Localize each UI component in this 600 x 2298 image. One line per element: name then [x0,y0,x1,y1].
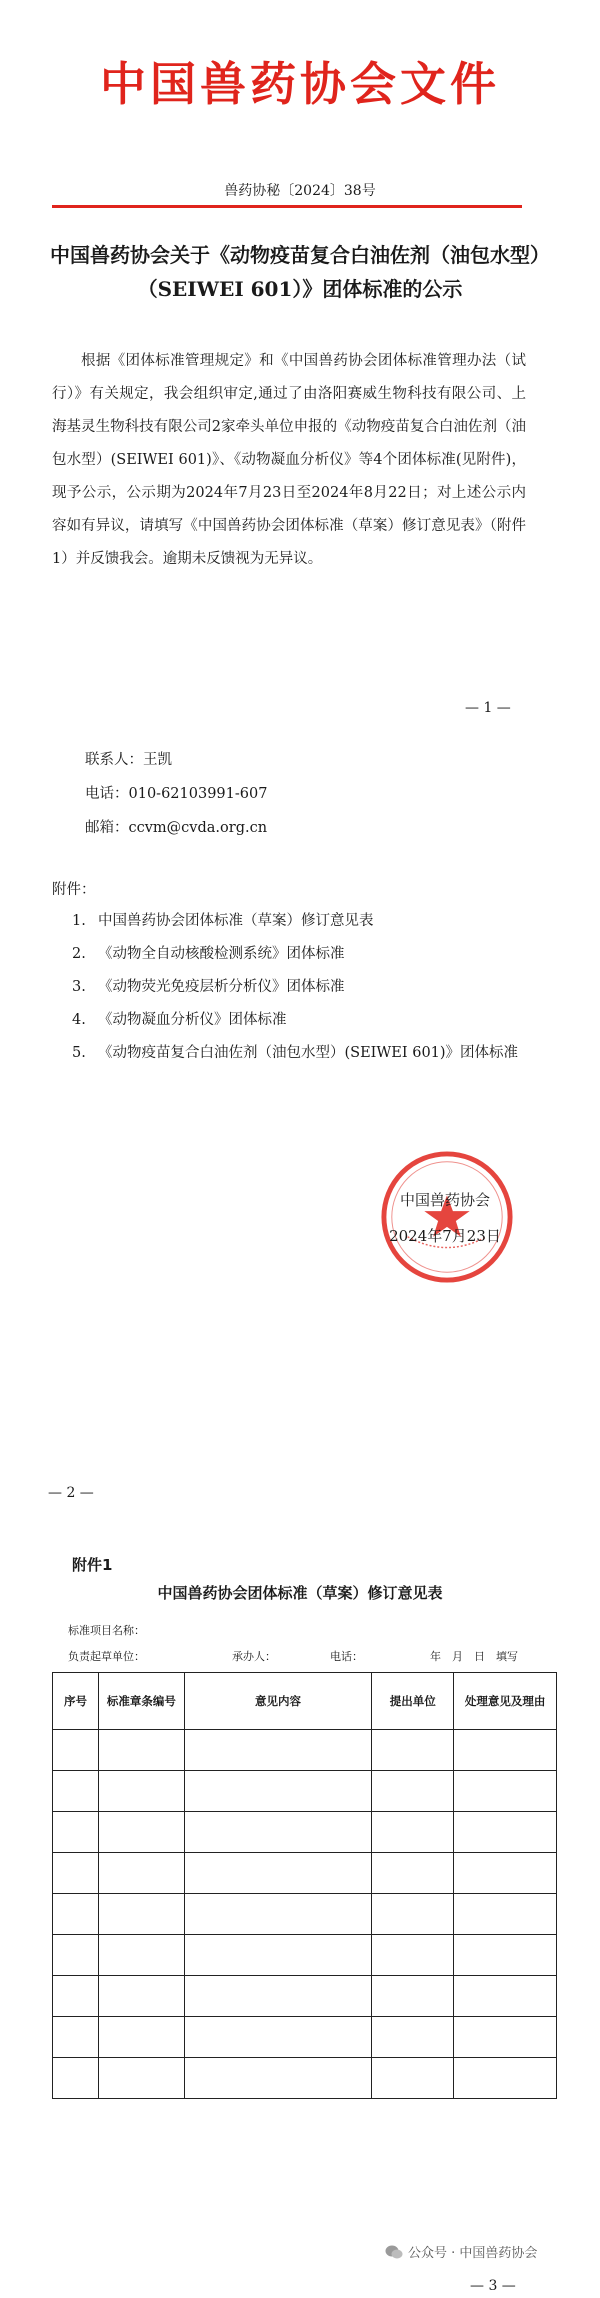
notice-body: 根据《团体标准管理规定》和《中国兽药协会团体标准管理办法（试行）》有关规定，我会组织审定,通过了由洛阳赛威生物科技有限公司、上海基灵生物科技有限公司2家牵头单位申报的《动物疫苗复合白油佐剂（油包水型）(SEIWEI 601)》、《动物凝血分析仪》等4个团体标准(见附件)，现予公示，公示期为2024年7月23日至2024年8月22日；对上述公示内容如有异议，请填写《中国兽药协会团体标准（草案）修订意见表》（附件1）并反馈我会。逾期未反馈视为无异议。 [52,353,526,567]
table-cell [53,1812,99,1853]
page-number-2: — 2 — [48,1485,94,1501]
table-cell [53,1771,99,1812]
table-cell [98,2017,184,2058]
table-cell [53,1976,99,2017]
table-row [53,1771,557,1812]
table-cell [454,1812,557,1853]
table-cell [454,1771,557,1812]
table-cell [454,1730,557,1771]
table-row [53,1853,557,1894]
contact-person: 联系人：王凯 [85,752,172,768]
table-cell [53,2017,99,2058]
table-cell [372,1730,454,1771]
table-cell [98,1853,184,1894]
signature-block [370,1182,520,1254]
wechat-watermark [385,2242,537,2261]
table-row [53,1812,557,1853]
header-divider [52,205,522,208]
table-cell [53,1894,99,1935]
annex-item [72,938,532,971]
column-header: 序号 [53,1673,99,1730]
table-cell [372,2058,454,2099]
table-cell [372,1976,454,2017]
table-cell [98,1771,184,1812]
table-row [53,1894,557,1935]
feedback-table-body [53,1730,557,2099]
column-header: 处理意见及理由 [454,1673,557,1730]
annex-text: 《动物全自动核酸检测系统》团体标准 [98,946,345,962]
table-cell [372,1771,454,1812]
table-cell [98,1894,184,1935]
contact-email: 邮箱：ccvm@cvda.org.cn [85,820,268,836]
table-cell [454,1976,557,2017]
table-cell [454,1894,557,1935]
table-cell [184,1894,372,1935]
annex-item [72,1037,532,1070]
column-header: 标准章条编号 [98,1673,184,1730]
annex-item [72,905,532,938]
notice-title-line-1: 中国兽药协会关于《动物疫苗复合白油佐剂（油包水型） [50,243,550,267]
table-cell [53,2058,99,2099]
table-cell [372,1853,454,1894]
handler-label: 承办人： [232,1650,276,1663]
annex-item [72,971,532,1004]
table-cell [184,1771,372,1812]
wechat-icon [385,2244,403,2260]
table-cell [184,2017,372,2058]
table-cell [454,2058,557,2099]
table-cell [184,2058,372,2099]
annex-number: 3. [72,979,86,995]
annex-text: 《动物凝血分析仪》团体标准 [98,1012,287,1028]
table-cell [454,1935,557,1976]
table-cell [184,1812,372,1853]
table-cell [53,1730,99,1771]
table-cell [372,1812,454,1853]
table-row [53,2058,557,2099]
attachment-title: 中国兽药协会团体标准（草案）修订意见表 [157,1584,443,1602]
contact-phone: 电话：010-62103991-607 [85,786,268,802]
table-header-row [53,1673,557,1730]
table-cell [184,1935,372,1976]
table-cell [454,2017,557,2058]
annex-number: 4. [72,1012,86,1028]
annex-number: 1. [72,913,86,929]
table-cell [98,1976,184,2017]
annex-list [72,905,532,1070]
attachment-label: 附件1 [72,1556,113,1574]
table-cell [372,2017,454,2058]
table-cell [184,1976,372,2017]
table-row [53,1730,557,1771]
column-header: 意见内容 [184,1673,372,1730]
table-cell [53,1853,99,1894]
page-number-3: — 3 — [470,2278,516,2294]
notice-title-line-2: （SEIWEI 601）》团体标准的公示 [137,277,463,301]
table-row [53,1976,557,2017]
table-cell [98,1812,184,1853]
table-cell [372,1894,454,1935]
drafting-unit-label: 负责起草单位： [68,1650,145,1663]
table-cell [184,1853,372,1894]
document-header-title: 中国兽药协会文件 [100,57,500,111]
watermark-text: 公众号 · 中国兽药协会 [408,2246,538,2261]
annex-number: 2. [72,946,86,962]
phone-label: 电话： [330,1650,363,1663]
table-cell [184,1730,372,1771]
table-row [53,1935,557,1976]
table-cell [454,1853,557,1894]
feedback-table [52,1672,557,2099]
signature-org: 中国兽药协会 [399,1191,490,1209]
table-cell [98,1935,184,1976]
annex-text: 中国兽药协会团体标准（草案）修订意见表 [98,913,374,929]
signature-date: 2024年7月23日 [389,1227,501,1245]
table-cell [372,1935,454,1976]
annex-text: 《动物荧光免疫层析分析仪》团体标准 [98,979,345,995]
table-cell [53,1935,99,1976]
annex-item [72,1004,532,1037]
annex-label: 附件： [52,882,96,898]
annex-number: 5. [72,1045,86,1061]
column-header: 提出单位 [372,1673,454,1730]
project-name-label: 标准项目名称： [68,1624,145,1637]
fill-date-label: 年 月 日 填写 [430,1650,518,1663]
table-cell [98,2058,184,2099]
page-number-1: — 1 — [465,700,511,716]
notice-title [40,238,560,306]
table-cell [98,1730,184,1771]
table-row [53,2017,557,2058]
annex-text: 《动物疫苗复合白油佐剂（油包水型）(SEIWEI 601)》团体标准 [98,1045,519,1061]
document-number: 兽药协秘〔2024〕38号 [224,183,376,199]
